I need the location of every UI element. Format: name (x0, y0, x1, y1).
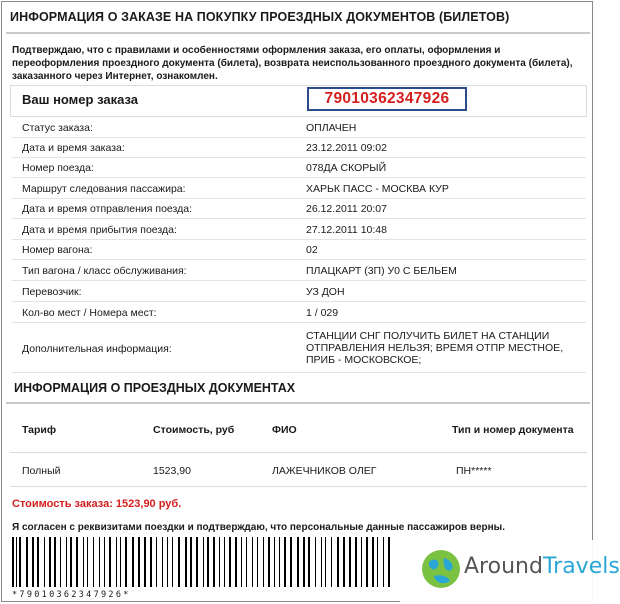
barcode-bar (388, 537, 390, 587)
barcode-bar (156, 537, 157, 587)
detail-label: Дата и время заказа: (22, 142, 125, 154)
barcode-bar (109, 537, 111, 587)
divider (6, 32, 590, 34)
detail-label: Дата и время отправления поезда: (22, 203, 192, 215)
divider (6, 402, 590, 404)
detail-row (12, 158, 586, 178)
barcode-bar (383, 537, 384, 587)
table-cell-name: ЛАЖЕЧНИКОВ ОЛЕГ (272, 465, 377, 477)
column-header-cost: Стоимость, руб (153, 424, 235, 436)
column-header-document: Тип и номер документа (452, 424, 574, 436)
barcode-bar (167, 537, 168, 587)
barcode-bar (172, 537, 173, 587)
divider (10, 486, 587, 487)
detail-value: ХАРЬК ПАСС - МОСКВА КУР (306, 183, 449, 195)
barcode-bar (372, 537, 374, 587)
barcode-bar (44, 537, 45, 587)
barcode-bar (32, 537, 34, 587)
barcode-bar (16, 537, 17, 587)
page-title: ИНФОРМАЦИЯ О ЗАКАЗЕ НА ПОКУПКУ ПРОЕЗДНЫХ ДОКУМЕНТОВ (БИЛЕТОВ) (10, 10, 510, 24)
detail-value: 1 / 029 (306, 307, 339, 319)
table-cell-cost: 1523,90 (153, 465, 191, 477)
barcode-bar (235, 537, 237, 587)
detail-value: 02 (306, 244, 318, 256)
barcode-bar (241, 537, 242, 587)
consent-text: Подтверждаю, что с правилами и особенностями оформления заказа, его оплаты, оформления и переоформления проездного документа (билета), возврата неиспользованного проездного документа (билета), заказанного через Интернет, ознакомлен. (12, 45, 573, 82)
detail-value: 27.12.2011 10:48 (306, 224, 387, 236)
barcode-bar (366, 537, 368, 587)
detail-label: Маршрут следования пассажира: (22, 183, 186, 195)
barcode-bar (138, 537, 140, 587)
barcode-bar (19, 537, 21, 587)
order-number-value: 79010362347926 (307, 87, 467, 111)
barcode-bar (60, 537, 61, 587)
divider (10, 452, 587, 453)
barcode-bar (12, 537, 14, 587)
barcode-bar (219, 537, 220, 587)
detail-value: ОПЛАЧЕН (306, 122, 357, 134)
detail-value: ПЛАЦКАРТ (3П) У0 С БЕЛЬЕМ (306, 265, 457, 277)
watermark-brand (464, 554, 620, 579)
table-cell-document: ПН***** (456, 465, 492, 477)
barcode-bar (185, 537, 187, 587)
barcode-bar (252, 537, 253, 587)
detail-label: Перевозчик: (22, 286, 82, 298)
barcode-bar (343, 537, 345, 587)
globe-logo-icon (420, 548, 462, 590)
column-header-name: ФИО (272, 424, 297, 436)
watermark-brand-part1: Around (464, 554, 543, 579)
detail-row (12, 138, 586, 158)
barcode-bar (116, 537, 117, 587)
barcode-bar (229, 537, 231, 587)
barcode-bar (125, 537, 127, 587)
barcode-bar (361, 537, 362, 587)
watermark (400, 540, 620, 604)
barcode-bar (104, 537, 105, 587)
barcode-number: *79010362347926* (12, 590, 131, 600)
barcode-bar (224, 537, 225, 587)
detail-value: 23.12.2011 09:02 (306, 142, 387, 154)
barcode-bar (246, 537, 247, 587)
barcode-bar (190, 537, 192, 587)
detail-label: Дополнительная информация: (22, 343, 172, 355)
barcode-bar (207, 537, 209, 587)
detail-row (12, 260, 586, 281)
detail-label: Кол-во мест / Номера мест: (22, 307, 157, 319)
barcode-bar (263, 537, 264, 587)
detail-label: Статус заказа: (22, 122, 93, 134)
barcode-bar (268, 537, 270, 587)
barcode-bar (337, 537, 339, 587)
barcode-bar (290, 537, 292, 587)
order-number-label: Ваш номер заказа (22, 92, 139, 107)
barcode-bar (150, 537, 152, 587)
detail-label: Номер поезда: (22, 162, 94, 174)
barcode-bar (284, 537, 286, 587)
table-cell-tariff: Полный (22, 465, 61, 477)
column-header-tariff: Тариф (22, 424, 57, 436)
detail-value: 078ДА СКОРЫЙ (306, 162, 387, 174)
barcode-bar (54, 537, 56, 587)
barcode-bar (203, 537, 204, 587)
barcode-bar (196, 537, 198, 587)
order-total: Стоимость заказа: 1523,90 руб. (12, 498, 182, 510)
detail-row (12, 219, 586, 240)
barcode-bar (279, 537, 280, 587)
barcode-bar (308, 537, 310, 587)
barcode-bar (76, 537, 78, 587)
barcode-bar (93, 537, 94, 587)
barcode-bar (99, 537, 100, 587)
barcode-bar (26, 537, 28, 587)
barcode-bar (274, 537, 275, 587)
barcode-bar (70, 537, 72, 587)
documents-section-title: ИНФОРМАЦИЯ О ПРОЕЗДНЫХ ДОКУМЕНТАХ (14, 381, 296, 395)
barcode-bar (162, 537, 163, 587)
detail-value: 26.12.2011 20:07 (306, 203, 387, 215)
barcode-bar (132, 537, 134, 587)
barcode-bar (257, 537, 258, 587)
barcode-bar (303, 537, 305, 587)
barcode-bar (331, 537, 332, 587)
barcode-bar (144, 537, 146, 587)
barcode-bar (377, 537, 378, 587)
barcode-bar (87, 537, 88, 587)
barcode-bar (315, 537, 316, 587)
barcode-bar (321, 537, 322, 587)
detail-row (12, 323, 586, 373)
barcode-bar (325, 537, 326, 587)
barcode-bar (178, 537, 180, 587)
barcode-bar (297, 537, 299, 587)
barcode-bar (349, 537, 351, 587)
watermark-brand-part2: Travels (542, 554, 620, 579)
barcode (10, 537, 400, 589)
detail-label: Номер вагона: (22, 244, 93, 256)
barcode-bar (120, 537, 121, 587)
detail-value: УЗ ДОН (306, 286, 345, 298)
agreement-text: Я согласен с реквизитами поездки и подтверждаю, что персональные данные пассажиров верны. (12, 522, 505, 533)
barcode-bar (213, 537, 215, 587)
detail-label: Тип вагона / класс обслуживания: (22, 265, 187, 277)
barcode-bar (83, 537, 84, 587)
barcode-bar (355, 537, 357, 587)
detail-row (12, 240, 586, 260)
detail-row (12, 117, 586, 138)
detail-row (12, 199, 586, 219)
detail-value: СТАНЦИИ СНГ ПОЛУЧИТЬ БИЛЕТ НА СТАНЦИИ ОТПРАВЛЕНИЯ НЕЛЬЗЯ; ВРЕМЯ ОТПР МЕСТНОЕ, ПРИБ - МОСКОВСКОЕ; (306, 330, 564, 366)
barcode-bar (66, 537, 67, 587)
barcode-bar (49, 537, 51, 587)
detail-row (12, 178, 586, 199)
detail-label: Дата и время прибытия поезда: (22, 224, 177, 236)
detail-row (12, 302, 586, 323)
barcode-bar (37, 537, 39, 587)
detail-row (12, 281, 586, 302)
